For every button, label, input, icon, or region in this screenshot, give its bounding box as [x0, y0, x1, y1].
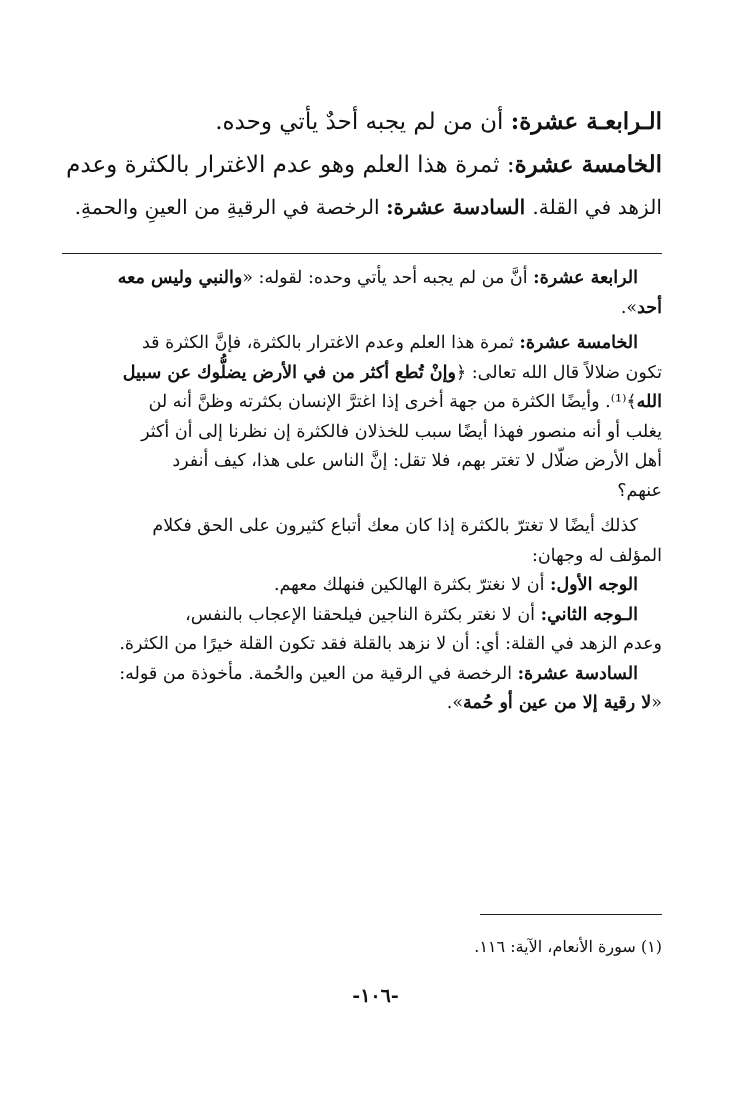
footnote-ref: ﴾⁽¹⁾.	[605, 392, 637, 412]
matn-label-15: الخامسة عشرة	[514, 151, 662, 178]
sharh-line	[62, 571, 662, 601]
sharh-text: المؤلف له وجهان:	[531, 545, 662, 566]
matn-text-15-end: الزهد في القلة.	[532, 195, 662, 219]
matn-line-3	[62, 186, 662, 229]
page-number: -١٠٦-	[352, 985, 399, 1007]
sharh-line	[62, 601, 662, 631]
sharh-text: ثمرة هذا العلم وعدم الاغترار بالكثرة، فإنَّ الكثرة قد	[141, 333, 520, 353]
sharh-text: كذلك أيضًا لا تغترّ بالكثرة إذا كان معك أتباع كثيرون على الحق فكلام	[152, 516, 638, 536]
sharh-line	[62, 689, 662, 719]
sharh-text: ».	[620, 297, 638, 318]
first-aspect-label: الوجه الأول:	[550, 575, 638, 595]
sharh-line	[62, 447, 662, 477]
sharh-label-15: الخامسة عشرة:	[519, 333, 638, 353]
sharh-text: أن لا نغتر بكثرة الناجين فيلحقنا الإعجاب بالنفس،	[185, 604, 541, 625]
separator-rule	[62, 253, 662, 254]
hadith-quote: والنبي وليس معه	[117, 268, 243, 288]
sharh-text: أن لا نغترّ بكثرة الهالكين فنهلك معهم.	[273, 575, 550, 595]
sharh-text: أهل الأرض ضلّال لا تغتر بهم، فلا تقل: إنَّ الناس على هذا، كيف أنفرد	[172, 451, 662, 471]
hadith-quote: أحد	[637, 297, 662, 318]
matn-text-15: : ثمرة هذا العلم وهو عدم الاغترار بالكثرة وعدم	[66, 152, 515, 178]
quote-mark: ».	[446, 693, 464, 713]
quote-mark: «	[651, 693, 662, 713]
sharh-line	[62, 512, 662, 542]
sharh-text: أنَّ من لم يجبه أحد يأتي وحده: لقوله: «	[242, 268, 534, 288]
matn-line-2	[62, 143, 662, 186]
sharh-line	[62, 329, 662, 359]
hadith-quote: لا رقية إلا من عين أو حُمة	[463, 693, 652, 713]
sharh-line	[62, 388, 662, 418]
sharh-label-16: السادسة عشرة:	[517, 663, 638, 684]
quran-quote: وإنْ تُطع أكثر من في الأرض يضلُّوك عن سبيل	[122, 362, 456, 383]
sharh-line	[62, 359, 662, 389]
sharh-text: يغلب أو أنه منصور فهذا أيضًا سبب للخذلان فالكثرة إن نظرنا إلى أن أكثر	[141, 421, 662, 442]
sharh-line	[62, 542, 662, 572]
sharh-text: وعدم الزهد في القلة: أي: أن لا نزهد بالقلة فقد تكون القلة خيرًا من الكثرة.	[119, 634, 662, 654]
matn-label-14: الـرابعـة عشرة:	[510, 108, 662, 135]
sharh-text: عنهم؟	[617, 480, 662, 501]
matn-line-1	[62, 100, 662, 143]
commentary-text	[62, 264, 662, 719]
quran-quote: الله	[636, 392, 662, 412]
sharh-line	[62, 294, 662, 324]
matn-text-16: الرخصة في الرقيةِ من العينِ والحمةِ.	[74, 195, 387, 219]
second-aspect-label: الـوجه الثاني:	[540, 604, 638, 625]
sharh-text: وأيضًا الكثرة من جهة أخرى إذا اغترَّ الإنسان بكثرته وظنَّ أنه لن	[148, 392, 606, 412]
sharh-text: الرخصة في الرقية من العين والحُمة. مأخوذة من قوله:	[119, 663, 518, 684]
sharh-line	[62, 264, 662, 294]
sharh-line	[62, 418, 662, 448]
sharh-line	[62, 477, 662, 507]
sharh-text: تكون ضلالاً قال الله تعالى: ﴿	[455, 362, 662, 383]
sharh-label-14: الرابعة عشرة:	[533, 268, 638, 288]
footnote-rule	[480, 914, 662, 915]
matn-text-14: أن من لم يجبه أحدٌ يأتي وحده.	[215, 109, 511, 135]
main-text	[62, 100, 662, 229]
matn-label-16: السادسة عشرة:	[386, 195, 533, 219]
sharh-line	[62, 660, 662, 690]
sharh-line	[62, 630, 662, 660]
footnote: (١) سورة الأنعام، الآية: ١١٦.	[474, 937, 662, 956]
